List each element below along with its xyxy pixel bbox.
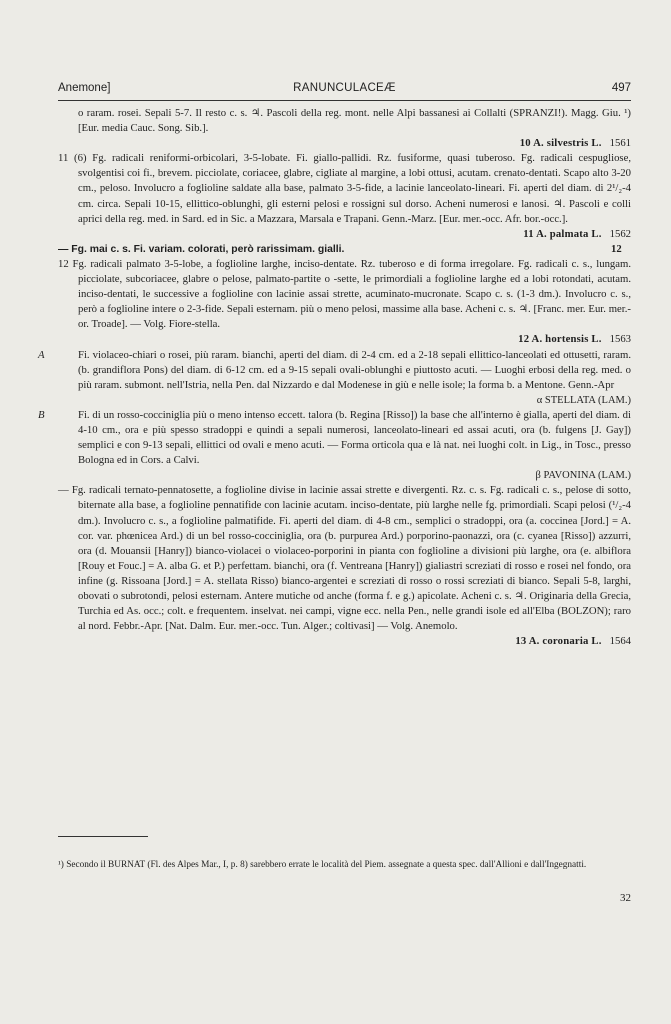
header-rule — [58, 100, 631, 101]
key-entry-dash: — Fg. mai c. s. Fi. variam. colorati, però rarissimam. gialli. 12 — [58, 242, 622, 255]
variety-text: Fi. violaceo-chiari o rosei, più raram. bianchi, aperti del diam. di 2-4 cm. ed a 2-18 sepali ellittico-lanceolati ed ottusetti, raram. (b. grandiflora Pons) del diam. di 6-12 cm. ed a 9-15 sepali ovali-oblunghi e piuttosto acuti. — Luoghi erbosi della reg. med. o più raram. submont. nell'Istria, nella Pen. dal Nizzardo e dal Modenese in giù e nelle isole; la forma b. a Mentone. Genn.-Apr — [78, 348, 631, 391]
running-header — [58, 80, 631, 100]
species-name: 10 A. silvestris L. — [519, 137, 602, 150]
species-heading-11 — [58, 227, 631, 242]
key-entry-11: 11 (6) Fg. radicali reniformi-orbicolari, 3-5-lobate. Fi. giallo-pallidi. Rz. fusiforme, quasi tuberoso. Fg. radicali cespugliose, svolgentisi coi fi., brevem. picciolate, coriacee, glabre, cigliate al margine, a lobi ottusi, acutam. crenato-dentati. Scapo alto 3-20 cm., peloso. Involucro a foglioline saldate alla base, palmato 3-5-fide, a lacinie lanceolato-lineari. Fi. aperti del diam. di 2¹/₂-4 cm. circa. Sepali 10-15, ellittico-oblunghi, gli esterni pelosi e rossigni sul dorso. Acheni numerosi e lanosi. ♃. Pascoli e colli aprici della reg. med. in Sard. ed in Sic. a Mazzara, Marsala e Trapani. Genn.-Marz. [Eur. mer.-occ. Afr. bor.-occ.]. — [58, 152, 631, 225]
header-family: RANUNCULACEÆ — [293, 82, 396, 94]
species-name: 13 A. coronaria L. — [515, 635, 602, 648]
key-entry-dash-2: — Fg. radicali ternato-pennatosette, a foglioline divise in lacinie assai strette e divergenti. Rz. c. s. Fg. radicali c. s., pelose di sotto, biternate alla base, a foglioline pennatifide con lacinie acutam. inciso-dentate, più larghe nelle fg. primordiali. Scapi pelosi (¹/₂-4 dm.). Involucro c. s., a foglioline palmatifide. Fi. aperti del diam. di 4-8 cm., semplici o stradoppi, ora (a. coccinea [Jord.] = A. cor. var. phœnicea Ard.) di un bel rosso-cocciniglia, ora (b. purpurea Ard.) porporino-paonazzi, ora (c. cyanea [Risso]) azzurri, ora (d. Mouansii [Hanry]) bianco-violacei o violaceo-porporini in pianta con foglioline a divisioni più larghe, ora (e. albiflora [Rouy et Fouc.] = A. alba G. et P.) perfettam. bianchi, ora (f. Ventreana [Hanry]) gialiastri screziati di rosso e rosei nel fondo, ora infine (g. Rissoana [Jord.] = A. stellata Risso) bianco-argentei e screziati di rosso o rossi screziati di bianco. Sepali 5-8, larghi, obovati o subrotondi, pelosi esternam. Antere mutiche od anche (forma f. e g.) apicolate. Acheni c. s. ♃. Originaria della Grecia, Turchia ed As. occ.; colt. e frequentem. inselvat. nei campi, vigne ecc. nella Pen., nelle grandi isole ed all'Elba (BOLZON); raro al nord. Febbr.-Apr. [Nat. Dalm. Eur. mer.-occ. Tun. Alger.; coltivasi] — Volg. Anemolo. — [58, 484, 631, 633]
species-number: 1564 — [609, 635, 631, 648]
species-number: 1563 — [609, 333, 631, 346]
variety-text: Fi. di un rosso-cocciniglia più o meno intenso eccett. talora (b. Regina [Risso]) la base che all'interno è gialla, aperti del diam. di 4-10 cm., ora e più spesso stradoppi e quindi a sepali numerosi, lanceolato-lineari ed assai acuti, ora (b. fulgens [J. Gay]) semplici e con 9-13 sepali, ellittici od ovali e meno acuti. — Forma orticola qua e là nat. nei luoghi colt. in Lig., in Tosc., presso Bologna ed in Cors. a Calvi. — [78, 408, 631, 467]
key-entry-12: 12 Fg. radicali palmato 3-5-lobe, a foglioline larghe, inciso-dentate. Rz. tuberoso e di forma irregolare. Fg. radicali c. s., lungam. picciolate, subcoriacee, glabre o pelose, palmato-partite o -sette, le primordiali a foglioline larghe ed a lobi rotondati, acutam. inciso-dentati, le successive a foglioline con lacinie assai strette, acuminato-mucronate. Scapo c. s. (1-3 dm.). Involucro c. s., però a foglioline intere o 2-3-fide. Sepali esternam. più o meno pelosi, massime alla base. Acheni c. s. ♃. [Franc. mer. Eur. mer.-or. Troade]. — Volg. Fiore-stella. — [58, 257, 631, 331]
variety-b — [38, 408, 631, 468]
species-number: 1562 — [609, 227, 631, 240]
page-number: 497 — [611, 82, 631, 94]
header-genus: Anemone] — [58, 82, 111, 94]
species-heading-10 — [58, 136, 631, 151]
key-text: — Fg. mai c. s. Fi. variam. colorati, però rarissimam. gialli. — [58, 243, 345, 255]
paragraph-continuation: o raram. rosei. Sepali 5-7. Il resto c. s. ♃. Pascoli della reg. mont. nelle Alpi bassanesi ai Collalti (SPRANZI!). Magg. Giu. ¹) [Eur. media Cauc. Song. Sib.]. — [78, 107, 631, 135]
main-text — [38, 106, 631, 649]
species-heading-12 — [58, 332, 631, 347]
variety-name-a: α STELLATA (LAM.) — [536, 394, 631, 406]
variety-letter: B — [38, 408, 45, 421]
variety-a — [38, 348, 631, 393]
footnote: ¹) Secondo il BURNAT (Fl. des Alpes Mar., I, p. 8) sarebbero errate le località del Piem. assegnate a questa spec. dall'Allioni e dall'Ingegnatti. — [58, 860, 587, 871]
variety-name-b: β PAVONINA (LAM.) — [535, 470, 631, 482]
species-name: 12 A. hortensis L. — [518, 333, 602, 346]
species-name: 11 A. palmata L. — [523, 227, 602, 240]
printer-signature: 32 — [620, 892, 631, 904]
species-number: 1561 — [609, 137, 631, 150]
species-heading-13 — [58, 634, 631, 649]
variety-letter: A — [38, 348, 45, 361]
footnote-rule — [58, 836, 148, 837]
